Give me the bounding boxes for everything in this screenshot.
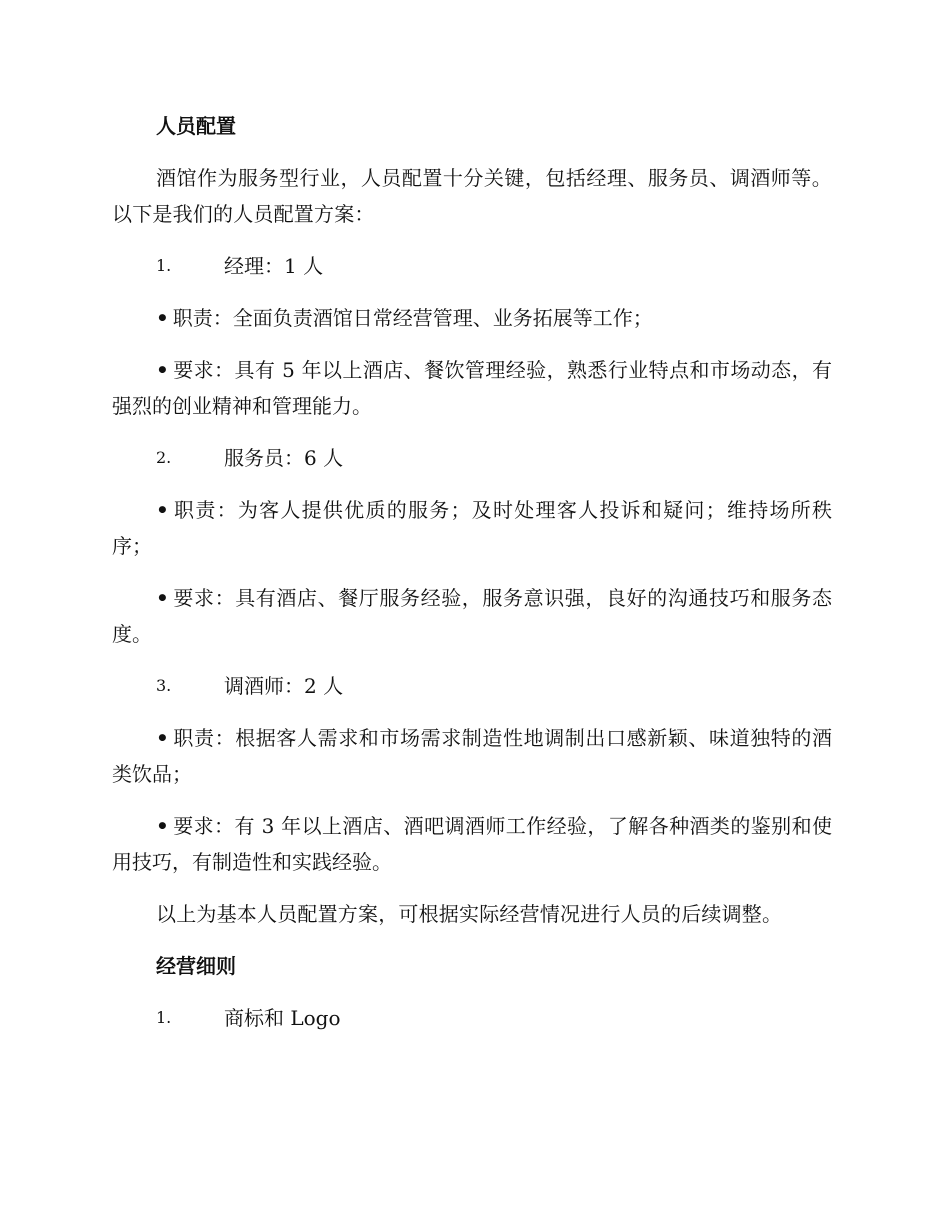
role-duty — [112, 492, 832, 564]
role-requirement-text: 要求：具有 5 年以上酒店、餐饮管理经验，熟悉行业特点和市场动态，有强烈的创业精神和管理能力。 — [112, 358, 832, 418]
role-number: 2. — [156, 448, 172, 467]
role-requirement — [112, 808, 832, 880]
role-requirement-text: 要求：有 3 年以上酒店、酒吧调酒师工作经验，了解各种酒类的鉴别和使用技巧，有制造性和实践经验。 — [112, 814, 832, 874]
staffing-conclusion: 以上为基本人员配置方案，可根据实际经营情况进行人员的后续调整。 — [156, 902, 783, 926]
role-number: 1. — [156, 256, 172, 275]
role-duty-text: 职责：全面负责酒馆日常经营管理、业务拓展等工作； — [172, 306, 653, 330]
role-requirement — [112, 580, 832, 652]
role-number: 3. — [156, 676, 172, 695]
staffing-intro: 酒馆作为服务型行业，人员配置十分关键，包括经理、服务员、调酒师等。以下是我们的人员配置方案： — [112, 166, 832, 226]
section-heading-staffing: 人员配置 — [156, 114, 236, 138]
role-duty — [112, 720, 832, 792]
bullet-icon: • — [156, 586, 169, 610]
role-item-manager — [112, 248, 832, 284]
operations-item-trademark — [112, 1000, 832, 1036]
bullet-icon: • — [156, 498, 169, 522]
bullet-icon: • — [156, 814, 169, 838]
bullet-icon: • — [156, 726, 169, 750]
role-item-waiter — [112, 440, 832, 476]
bullet-icon: • — [156, 358, 169, 382]
role-item-bartender — [112, 668, 832, 704]
bullet-icon: • — [156, 306, 169, 330]
document-content — [112, 108, 832, 1052]
role-requirement — [112, 352, 832, 424]
section-heading-operations: 经营细则 — [156, 954, 236, 978]
role-requirement-text: 要求：具有酒店、餐厅服务经验，服务意识强，良好的沟通技巧和服务态度。 — [112, 586, 832, 646]
role-duty-text: 职责：根据客人需求和市场需求制造性地调制出口感新颖、味道独特的酒类饮品； — [112, 726, 832, 786]
role-title: 服务员：6 人 — [224, 446, 344, 470]
item-number: 1. — [156, 1008, 172, 1027]
item-title: 商标和 Logo — [224, 1006, 341, 1030]
role-title: 经理：1 人 — [224, 254, 324, 278]
role-duty — [112, 300, 832, 336]
role-title: 调酒师：2 人 — [224, 674, 344, 698]
role-duty-text: 职责：为客人提供优质的服务；及时处理客人投诉和疑问；维持场所秩序； — [112, 498, 832, 558]
